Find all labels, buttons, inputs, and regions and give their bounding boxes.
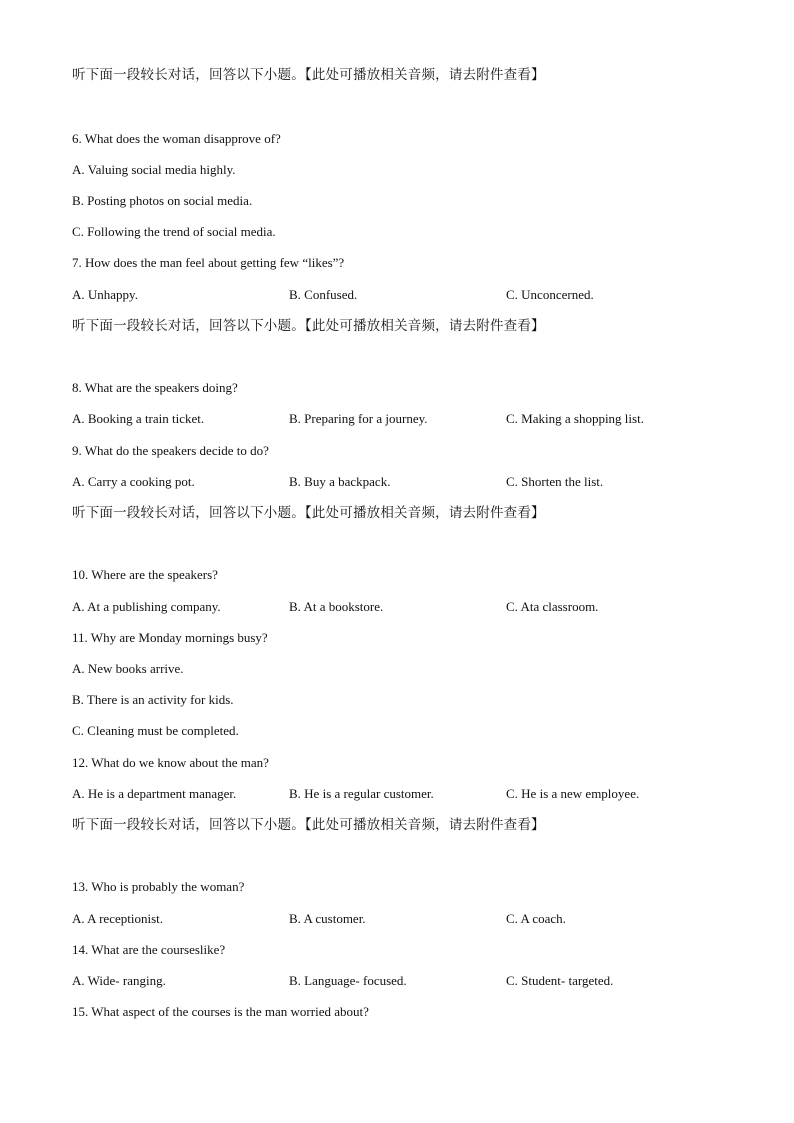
question-9 <box>72 443 269 459</box>
section-instruction-4: 听下面一段较长对话，回答以下小题。【此处可播放相关音频，请去附件查看】 <box>72 817 545 833</box>
question-number: 15. <box>72 1004 89 1019</box>
option-7a: A. Unhappy. <box>72 287 138 302</box>
question-text: What aspect of the courses is the man worried about? <box>91 1004 369 1019</box>
option-10b: B. At a bookstore. <box>289 599 384 614</box>
option-14c: C. Student- targeted. <box>506 973 614 988</box>
question-text: What are the courseslike? <box>91 942 226 957</box>
option-13b: B. A customer. <box>289 911 366 926</box>
question-number: 12. <box>72 755 89 770</box>
question-13 <box>72 879 244 895</box>
question-15 <box>72 1004 369 1020</box>
option-12c: C. He is a new employee. <box>506 786 640 801</box>
option-8c: C. Making a shopping list. <box>506 411 644 426</box>
option-11b: B. There is an activity for kids. <box>72 692 234 707</box>
question-text: Why are Monday mornings busy? <box>90 630 268 645</box>
option-10c: C. Ata classroom. <box>506 599 599 614</box>
option-14b: B. Language- focused. <box>289 973 407 988</box>
question-number: 7. <box>72 255 82 270</box>
section-instruction-2: 听下面一段较长对话，回答以下小题。【此处可播放相关音频，请去附件查看】 <box>72 318 545 334</box>
question-text: What do the speakers decide to do? <box>84 443 269 458</box>
option-14a: A. Wide- ranging. <box>72 973 166 988</box>
question-11 <box>72 630 268 646</box>
option-9c: C. Shorten the list. <box>506 474 604 489</box>
question-number: 13. <box>72 879 89 894</box>
option-6b: B. Posting photos on social media. <box>72 193 253 208</box>
question-text: What does the woman disapprove of? <box>84 131 281 146</box>
question-7 <box>72 255 344 271</box>
option-9a: A. Carry a cooking pot. <box>72 474 195 489</box>
question-text: How does the man feel about getting few “likes”? <box>85 255 345 270</box>
question-number: 6. <box>72 131 82 146</box>
question-text: What do we know about the man? <box>91 755 269 770</box>
question-number: 8. <box>72 380 82 395</box>
option-12b: B. He is a regular customer. <box>289 786 434 801</box>
option-10a: A. At a publishing company. <box>72 599 221 614</box>
question-number: 9. <box>72 443 82 458</box>
option-6a: A. Valuing social media highly. <box>72 162 236 177</box>
question-8 <box>72 380 238 396</box>
option-8b: B. Preparing for a journey. <box>289 411 428 426</box>
option-7c: C. Unconcerned. <box>506 287 594 302</box>
option-9b: B. Buy a backpack. <box>289 474 391 489</box>
option-8a: A. Booking a train ticket. <box>72 411 205 426</box>
option-6c: C. Following the trend of social media. <box>72 224 276 239</box>
option-13a: A. A receptionist. <box>72 911 163 926</box>
option-7b: B. Confused. <box>289 287 358 302</box>
question-6 <box>72 131 281 147</box>
section-instruction-1: 听下面一段较长对话，回答以下小题。【此处可播放相关音频，请去附件查看】 <box>72 67 545 83</box>
option-11a: A. New books arrive. <box>72 661 184 676</box>
question-text: What are the speakers doing? <box>84 380 238 395</box>
section-instruction-3: 听下面一段较长对话，回答以下小题。【此处可播放相关音频，请去附件查看】 <box>72 505 545 521</box>
question-10 <box>72 567 218 583</box>
question-number: 11. <box>72 630 88 645</box>
option-13c: C. A coach. <box>506 911 566 926</box>
question-12 <box>72 755 269 771</box>
question-text: Where are the speakers? <box>91 567 218 582</box>
option-12a: A. He is a department manager. <box>72 786 237 801</box>
option-11c: C. Cleaning must be completed. <box>72 723 239 738</box>
question-number: 10. <box>72 567 89 582</box>
question-number: 14. <box>72 942 89 957</box>
question-text: Who is probably the woman? <box>91 879 245 894</box>
question-14 <box>72 942 225 958</box>
